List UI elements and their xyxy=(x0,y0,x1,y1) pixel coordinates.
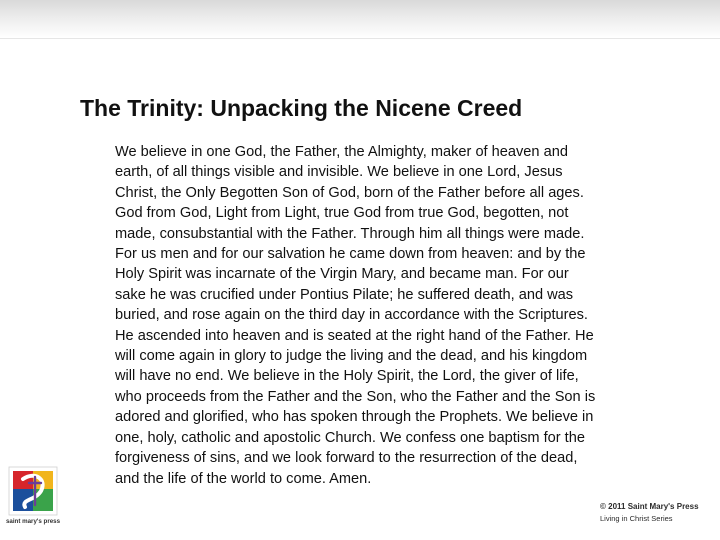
creed-line: For us men and for our salvation he came down from heaven: and by the xyxy=(115,246,586,263)
creed-line: will have no end. We believe in the Holy Spirit, the Lord, the giver of life, xyxy=(115,368,579,385)
creed-line: earth, of all things visible and invisible. We believe in one Lord, Jesus xyxy=(115,164,563,181)
creed-line: sake he was crucified under Pontius Pilate; he suffered death, and was xyxy=(115,286,574,303)
creed-line: He ascended into heaven and is seated at the right hand of the Father. He xyxy=(115,327,594,344)
series-name: Living in Christ Series xyxy=(600,514,673,523)
creed-line: who proceeds from the Father and the Son, who the Father and the Son is xyxy=(115,388,596,405)
slide-title: The Trinity: Unpacking the Nicene Creed xyxy=(80,95,523,121)
creed-text xyxy=(115,142,680,489)
creed-line: Christ, the Only Begotten Son of God, born of the Father before all ages. xyxy=(115,184,584,201)
saint-marys-press-logo xyxy=(5,467,61,527)
creed-line: adored and glorified, who has spoken through the Prophets. We believe in xyxy=(115,409,594,426)
creed-line: Holy Spirit was incarnate of the Virgin Mary, and became man. For our xyxy=(115,266,569,283)
creed-line: will come again in glory to judge the living and the dead, and his kingdom xyxy=(115,348,588,365)
creed-line: We believe in one God, the Father, the Almighty, maker of heaven and xyxy=(115,144,568,160)
header-divider xyxy=(0,38,720,39)
header-band xyxy=(0,0,720,38)
logo-mark xyxy=(5,467,61,527)
creed-line: and the life of the world to come. Amen. xyxy=(115,470,372,487)
creed-line: one, holy, catholic and apostolic Church. We confess one baptism for the xyxy=(115,429,585,446)
footer xyxy=(600,502,718,523)
creed-line: God from God, Light from Light, true God from true God, begotten, not xyxy=(115,205,569,222)
creed-line: made, consubstantial with the Father. Through him all things were made. xyxy=(115,225,585,242)
copyright-notice: © 2011 Saint Mary's Press xyxy=(600,502,699,511)
creed-line: buried, and rose again on the third day in accordance with the Scriptures. xyxy=(115,307,588,324)
creed-line: forgiveness of sins, and we look forward to the resurrection of the dead, xyxy=(115,450,578,467)
logo-text: saint mary's press xyxy=(5,518,61,525)
